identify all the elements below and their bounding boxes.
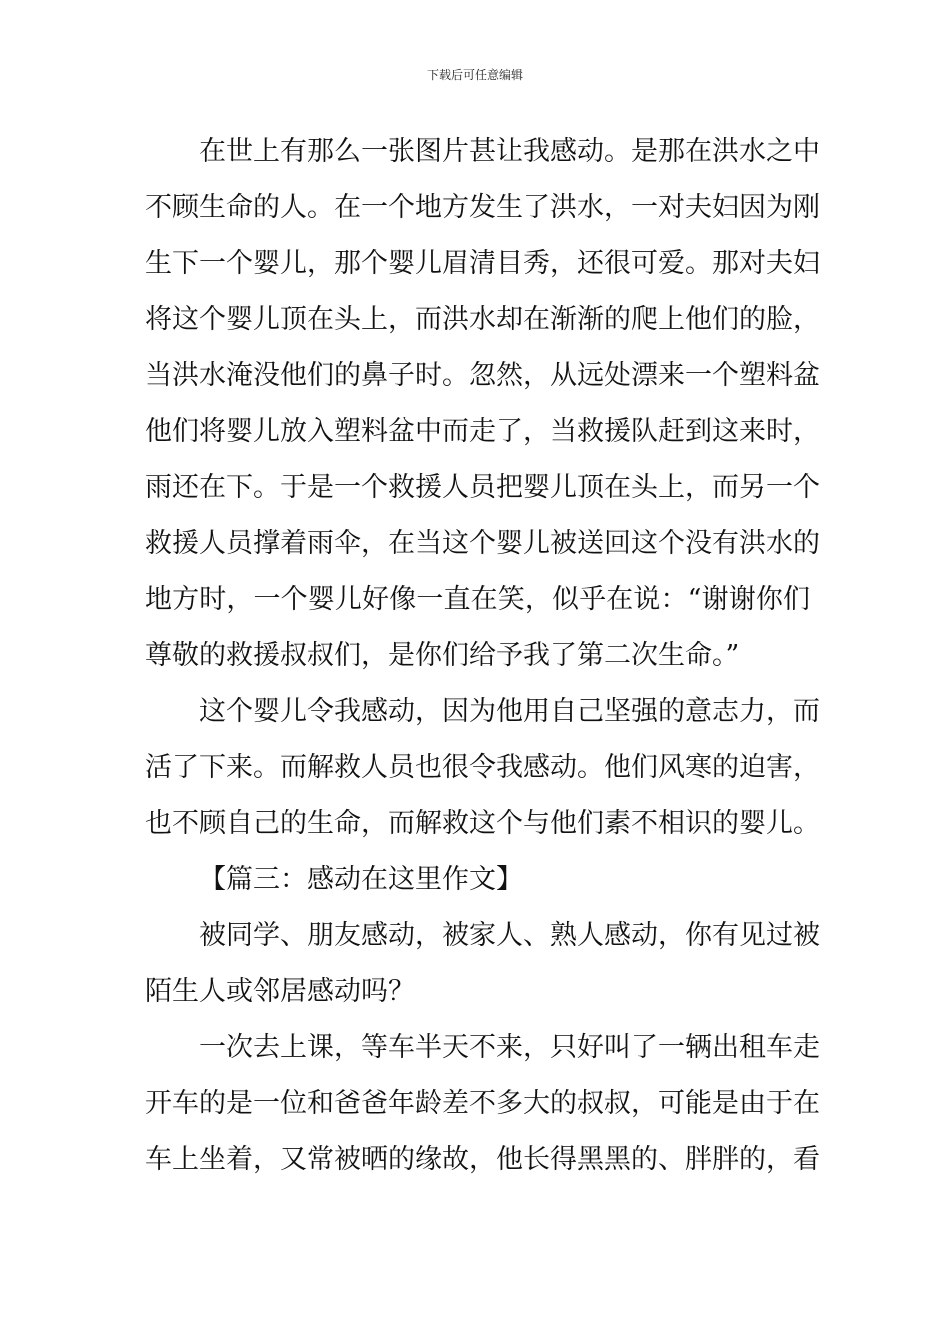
text-line: 将这个婴儿顶在头上，而洪水却在渐渐的爬上他们的脸， — [145, 304, 820, 335]
text-line: 雨还在下。于是一个救援人员把婴儿顶在头上，而另一个 — [145, 472, 820, 503]
essay-body — [145, 128, 820, 1192]
text-line: 活了下来。而解救人员也很令我感动。他们风寒的迫害， — [145, 752, 820, 783]
text-line: 被同学、朋友感动，被家人、熟人感动，你有见过被 — [199, 920, 820, 951]
page-header: 下载后可任意编辑 — [426, 68, 523, 82]
text-line: 他们将婴儿放入塑料盆中而走了，当救援队赶到这来时， — [145, 416, 820, 447]
text-line: 地方时，一个婴儿好像一直在笑，似乎在说：“谢谢你们 — [145, 584, 810, 615]
text-line: 救援人员撑着雨伞，在当这个婴儿被送回这个没有洪水的 — [145, 528, 820, 559]
text-line: 陌生人或邻居感动吗？ — [145, 976, 415, 1007]
text-line: 车上坐着，又常被晒的缘故，他长得黑黑的、胖胖的，看 — [145, 1144, 820, 1175]
text-line: 开车的是一位和爸爸年龄差不多大的叔叔，可能是由于在 — [145, 1088, 820, 1119]
text-line: 尊敬的救援叔叔们，是你们给予我了第二次生命。” — [145, 640, 740, 671]
text-line: 当洪水淹没他们的鼻子时。忽然，从远处漂来一个塑料盆 — [145, 360, 820, 391]
text-line: 这个婴儿令我感动，因为他用自己坚强的意志力，而 — [199, 696, 820, 727]
section-heading: 【篇三：感动在这里作文】 — [199, 864, 523, 895]
text-line: 生下一个婴儿，那个婴儿眉清目秀，还很可爱。那对夫妇 — [145, 248, 820, 279]
text-line: 不顾生命的人。在一个地方发生了洪水，一对夫妇因为刚 — [145, 192, 820, 223]
text-line: 也不顾自己的生命，而解救这个与他们素不相识的婴儿。 — [145, 808, 820, 839]
text-line: 一次去上课，等车半天不来，只好叫了一辆出租车走 — [199, 1032, 820, 1063]
text-line: 在世上有那么一张图片甚让我感动。是那在洪水之中 — [199, 136, 820, 167]
